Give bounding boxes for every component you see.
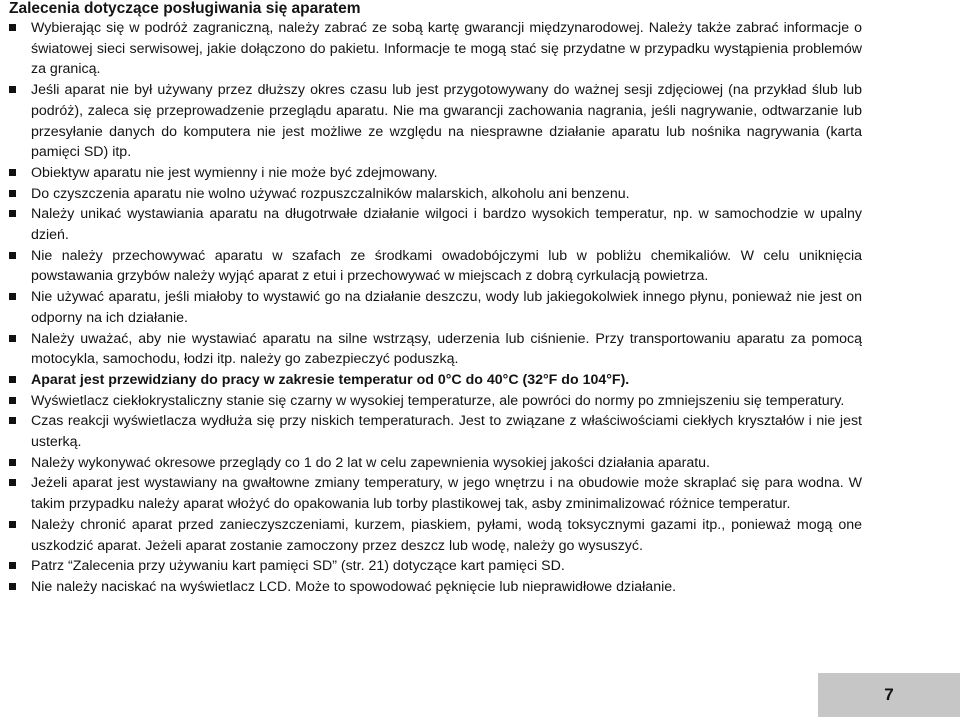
bullet-item-shock [9, 329, 862, 370]
bullet-text: Nie używać aparatu, jeśli miałoby to wystawić go na działanie deszczu, wody lub jakiegokolwiek innego płynu, ponieważ nie jest on odporny na ich działanie. [31, 289, 862, 326]
bullet-item-inspection [9, 80, 862, 163]
bullet-text: Jeśli aparat nie był używany przez dłuższy okres czasu lub jest przygotowywany do ważnej sesji zdjęciowej (na przykład ślub lub podróż), zaleca się przeprowadzenie przeglądu aparatu. Nie ma gwarancji zachowania nagrania, jeśli nagrywanie, odtwarzanie lub przesyłanie danych do komputera nie jest możliwe ze względu na niesprawne działanie aparatu lub nośnika nagrywania (karta pamięci SD) itp. [31, 82, 862, 161]
square-bullet-icon [9, 293, 16, 300]
bullet-text: Należy wykonywać okresowe przeglądy co 1 do 2 lat w celu zapewnienia wysokiej jakości działania aparatu. [31, 454, 710, 471]
square-bullet-icon [9, 376, 16, 383]
bullet-item-travel-warranty [9, 18, 862, 80]
bullet-text: Wyświetlacz ciekłokrystaliczny stanie się czarny w wysokiej temperaturze, ale powróci do normy po zmniejszeniu się temperatury. [31, 392, 845, 409]
bullet-text: Obiektyw aparatu nie jest wymienny i nie może być zdejmowany. [31, 164, 438, 181]
bullet-text: Aparat jest przewidziany do pracy w zakresie temperatur od 0°C do 40°C (32°F do 104°F). [31, 371, 630, 388]
bullet-text: Jeżeli aparat jest wystawiany na gwałtowne zmiany temperatury, w jego wnętrzu i na obudowie może skraplać się para wodna. W takim przypadku należy aparat włożyć do opakowania lub torby plastikowej tak, asby zminimalizować różnice temperatur. [31, 475, 862, 513]
bullet-item-lcd-cold [9, 411, 862, 452]
square-bullet-icon [9, 210, 16, 217]
bullet-text: Należy chronić aparat przed zanieczyszczeniami, kurzem, piaskiem, pyłami, wodą toksycznymi gazami itp., ponieważ mogą one uszkodzić aparat. Jeżeli aparat zostanie zamoczony przez deszcz lub wodę, należy go wysuszyć. [31, 516, 862, 554]
bullet-item-lens [9, 163, 862, 184]
bullet-list [9, 18, 862, 598]
bullet-item-humidity [9, 204, 862, 245]
square-bullet-icon [9, 417, 16, 424]
bullet-item-temperature-range [9, 370, 862, 391]
bullet-item-periodic-check [9, 453, 862, 474]
bullet-text: Należy unikać wystawiania aparatu na długotrwałe działanie wilgoci i bardzo wysokich temperatur, np. w samochodzie w upalny dzień. [31, 206, 862, 244]
bullet-item-condensation [9, 473, 862, 514]
square-bullet-icon [9, 479, 16, 486]
square-bullet-icon [9, 252, 16, 259]
bullet-item-lcd-heat [9, 391, 862, 412]
square-bullet-icon [9, 335, 16, 342]
square-bullet-icon [9, 169, 16, 176]
square-bullet-icon [9, 190, 16, 197]
bullet-text: Do czyszczenia aparatu nie wolno używać rozpuszczalników malarskich, alkoholu ani benzenu. [31, 185, 630, 202]
bullet-text: Patrz “Zalecenia przy używaniu kart pamięci SD” (str. 21) dotyczące kart pamięci SD. [31, 558, 565, 575]
bullet-item-dust [9, 515, 862, 556]
bullet-text: Wybierając się w podróż zagraniczną, należy zabrać ze sobą kartę gwarancji międzynarodowej. Należy także zabrać informacje o światowej sieci serwisowej, jakie dołączono do pakietu. Informacje te mogą stać się przydatne w przypadku wystąpienia problemów za granicą. [31, 20, 862, 78]
square-bullet-icon [9, 459, 16, 466]
page-title: Zalecenia dotyczące posługiwania się aparatem [9, 0, 361, 17]
bullet-item-storage [9, 246, 862, 287]
bullet-item-lcd-pressure [9, 577, 862, 598]
square-bullet-icon [9, 521, 16, 528]
bullet-item-rain [9, 287, 862, 328]
bullet-text: Czas reakcji wyświetlacza wydłuża się przy niskich temperaturach. Jest to związane z właściwościami ciekłych kryształów i nie jest usterką. [31, 413, 862, 451]
bullet-item-cleaning [9, 184, 862, 205]
bullet-text: Nie należy naciskać na wyświetlacz LCD. Może to spowodować pęknięcie lub nieprawidłowe działanie. [31, 578, 677, 595]
square-bullet-icon [9, 86, 16, 93]
page-number: 7 [884, 685, 894, 704]
bullet-text: Należy uważać, aby nie wystawiać aparatu na silne wstrząsy, uderzenia lub ciśnienie. Przy transportowaniu aparatu za pomocą motocykla, samochodu, łodzi itp. należy go zabezpieczyć poduszką. [31, 330, 862, 368]
square-bullet-icon [9, 24, 16, 31]
square-bullet-icon [9, 562, 16, 569]
bullet-text: Nie należy przechowywać aparatu w szafach ze środkami owadobójczymi lub w pobliżu chemikaliów. W celu uniknięcia powstawania grzybów należy wyjąć aparat z etui i przechowywać w miejscach z dobrą cyrkulacją powietrza. [31, 247, 862, 285]
page-number-box [818, 673, 960, 717]
bullet-item-sd-card-reference [9, 556, 862, 577]
square-bullet-icon [9, 397, 16, 404]
square-bullet-icon [9, 583, 16, 590]
